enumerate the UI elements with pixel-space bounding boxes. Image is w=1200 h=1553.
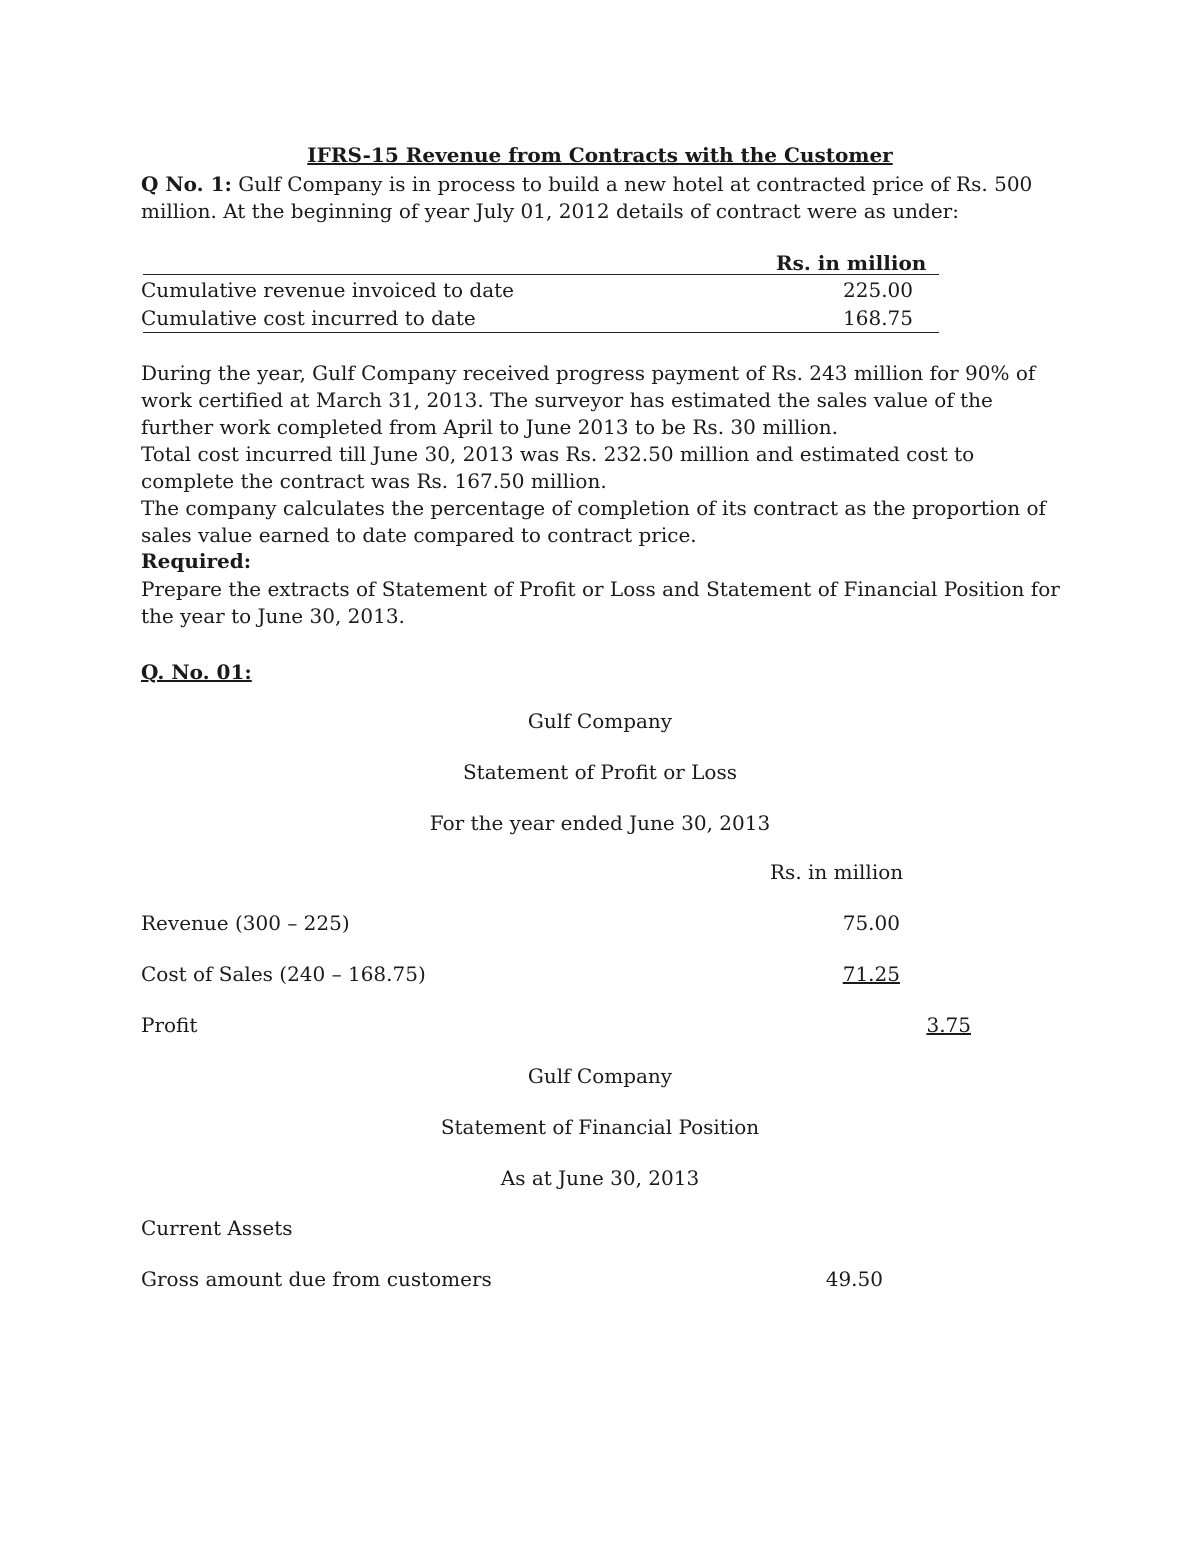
pl-unit-header: Rs. in million — [770, 860, 904, 884]
paragraph: Total cost incurred till June 30, 2013 was Rs. 232.50 million and estimated cost to complete the contract was Rs. 167.50 million. — [141, 442, 975, 493]
required-text: Prepare the extracts of Statement of Profit or Loss and Statement of Financial Position for the year to June 30, 2013. — [141, 577, 1060, 628]
gross-due-label: Gross amount due from customers — [141, 1267, 492, 1291]
details-row-value: 168.75 — [843, 306, 913, 330]
fp-date: As at June 30, 2013 — [500, 1166, 700, 1190]
details-row-label: Cumulative revenue invoiced to date — [141, 278, 515, 302]
profit-value: 3.75 — [926, 1013, 971, 1037]
document-title: IFRS-15 Revenue from Contracts with the Customer — [307, 143, 893, 167]
table-top-rule — [143, 274, 939, 275]
cost-of-sales-label: Cost of Sales (240 – 168.75) — [141, 962, 426, 986]
cost-of-sales-value: 71.25 — [842, 962, 900, 986]
details-row-label: Cumulative cost incurred to date — [141, 306, 476, 330]
gross-due-value: 49.50 — [825, 1267, 883, 1291]
revenue-label: Revenue (300 – 225) — [141, 911, 350, 935]
fp-company-name: Gulf Company — [527, 1064, 673, 1088]
question-intro: Gulf Company is in process to build a new hotel at contracted price of Rs. 500 million. At the beginning of year July 01, 2012 details of contract were as under: — [141, 172, 1033, 223]
revenue-value: 75.00 — [842, 911, 900, 935]
current-assets-heading: Current Assets — [141, 1216, 293, 1240]
pl-period: For the year ended June 30, 2013 — [429, 811, 771, 835]
pl-statement-title: Statement of Profit or Loss — [462, 760, 737, 784]
table-bottom-rule — [143, 332, 939, 333]
paragraph: During the year, Gulf Company received progress payment of Rs. 243 million for 90% of work certified at March 31, 2013. The surveyor has estimated the sales value of the further work completed from April to June 2013 to be Rs. 30 million. — [141, 361, 1036, 439]
paragraph: The company calculates the percentage of completion of its contract as the proportion of sales value earned to date compared to contract price. — [141, 496, 1046, 547]
pl-company-name: Gulf Company — [527, 709, 673, 733]
question-label: Q No. 1: — [141, 172, 232, 196]
question-block — [141, 171, 1061, 225]
details-row-value: 225.00 — [843, 278, 913, 302]
fp-statement-title: Statement of Financial Position — [440, 1115, 760, 1139]
details-table-header: Rs. in million — [776, 251, 927, 275]
answer-label: Q. No. 01: — [141, 660, 252, 684]
profit-label: Profit — [141, 1013, 198, 1037]
required-label: Required: — [141, 549, 252, 573]
